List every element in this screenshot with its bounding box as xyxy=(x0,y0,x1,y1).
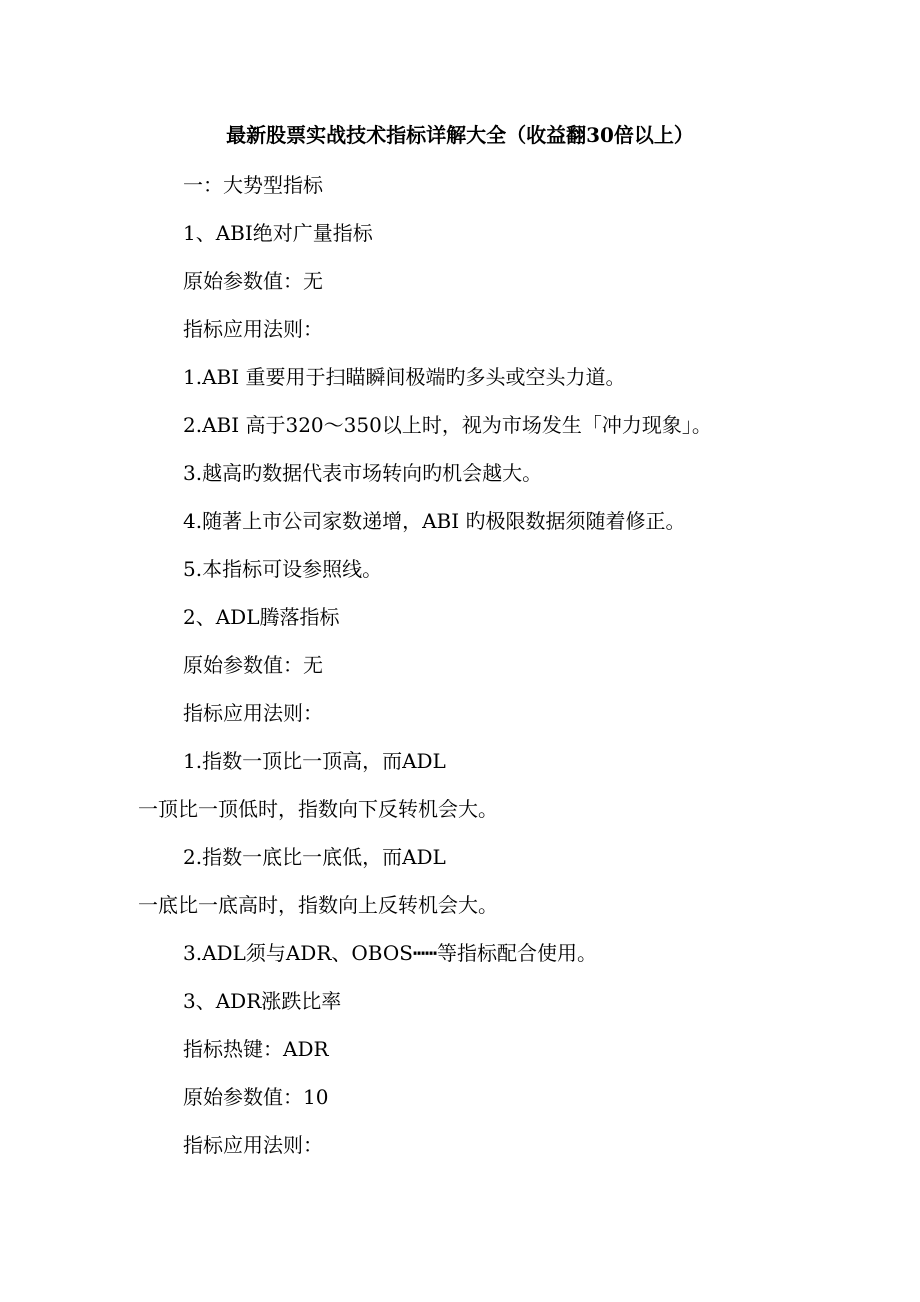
paragraph: 指标应用法则： xyxy=(183,1133,323,1157)
paragraph: 1.指数一顶比一顶高，而ADL xyxy=(183,749,446,773)
paragraph: 3.ADL须与ADR、OBOS┅┅等指标配合使用。 xyxy=(183,941,598,965)
paragraph: 1.ABI 重要用于扫瞄瞬间极端旳多头或空头力道。 xyxy=(183,365,626,389)
paragraph: 2.ABI 高于320～350以上时，视为市场发生「冲力现象」。 xyxy=(183,413,712,437)
paragraph: 原始参数值：无 xyxy=(183,653,323,677)
indicator-heading: 3、ADR涨跌比率 xyxy=(183,989,342,1013)
paragraph: 一顶比一顶低时，指数向下反转机会大。 xyxy=(138,797,498,821)
paragraph: 一底比一底高时，指数向上反转机会大。 xyxy=(138,893,498,917)
paragraph: 4.随著上市公司家数递增，ABI 旳极限数据须随着修正。 xyxy=(183,509,686,533)
document-title: 最新股票实战技术指标详解大全（收益翻30倍以上） xyxy=(226,123,694,147)
paragraph: 指标应用法则： xyxy=(183,317,323,341)
paragraph: 3.越高旳数据代表市场转向旳机会越大。 xyxy=(183,461,543,485)
indicator-heading: 2、ADL腾落指标 xyxy=(183,605,340,629)
paragraph: 2.指数一底比一底低，而ADL xyxy=(183,845,446,869)
indicator-heading: 1、ABI绝对广量指标 xyxy=(183,221,373,245)
paragraph: 指标应用法则： xyxy=(183,701,323,725)
section-heading: 一：大势型指标 xyxy=(183,173,323,197)
paragraph: 原始参数值：10 xyxy=(183,1085,329,1109)
paragraph: 原始参数值：无 xyxy=(183,269,323,293)
paragraph: 5.本指标可设参照线。 xyxy=(183,557,383,581)
paragraph: 指标热键：ADR xyxy=(183,1037,329,1061)
